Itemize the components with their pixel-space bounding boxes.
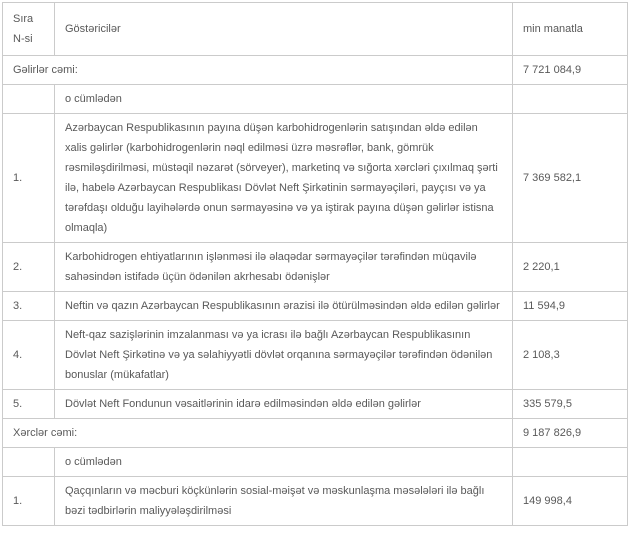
value-cell: 2 108,3: [513, 321, 628, 390]
value-cell: 9 187 826,9: [513, 419, 628, 448]
table-row: [3, 390, 628, 419]
row-number-cell: 2.: [3, 243, 55, 292]
indicator-cell: Azərbaycan Respublikasının payına düşən karbohidrogenlərin satışından əldə edilən xalis gəlirlər (karbohidrogenlərin nəql edilməsi üzrə məsrəflər, bank, gömrük rəsmiləşdirilməsi, müstəqil nəzarət (sörveyer), marketinq və sığorta xərcləri çıxılmaq şərti ilə, habelə Azərbaycan Respublikası Dövlət Neft Şirkətinin sərmayəçiləri, payçısı və ya tərəfdaşı olduğu layihələrdə onun sərmayəsinə və ya iştirak payına düşən gəlirlər istisna olmaqla): [55, 114, 513, 243]
budget-table: [2, 2, 628, 526]
value-cell: 149 998,4: [513, 477, 628, 526]
indicator-cell: Dövlət Neft Fondunun vəsaitlərinin idarə edilməsindən əldə edilən gəlirlər: [55, 390, 513, 419]
indicator-cell: Karbohidrogen ehtiyatlarının işlənməsi ilə əlaqədar sərmayəçilər tərəfindən müqavilə sahəsindən istifadə üçün ödənilən akrhesabı ödənişlər: [55, 243, 513, 292]
table-row: [3, 292, 628, 321]
row-number-cell: 1.: [3, 114, 55, 243]
header-cell-indicator: Göstəricilər: [55, 3, 513, 56]
indicator-cell: Qaçqınların və məcburi köçkünlərin sosial-məişət və məskunlaşma məsələləri ilə bağlı bəzi tədbirlərin maliyyələşdirilməsi: [55, 477, 513, 526]
value-cell: 11 594,9: [513, 292, 628, 321]
indicator-cell: o cümlədən: [55, 448, 513, 477]
row-number-cell: 4.: [3, 321, 55, 390]
table-header: [3, 3, 628, 56]
value-cell: 2 220,1: [513, 243, 628, 292]
indicator-cell: Neftin və qazın Azərbaycan Respublikasının ərazisi ilə ötürülməsindən əldə edilən gəlirlər: [55, 292, 513, 321]
table-row: [3, 85, 628, 114]
table-row: [3, 448, 628, 477]
header-cell-unit: min manatla: [513, 3, 628, 56]
table-row: [3, 114, 628, 243]
row-number-cell: 3.: [3, 292, 55, 321]
header-row: [3, 3, 628, 56]
value-cell: 7 721 084,9: [513, 56, 628, 85]
indicator-cell: o cümlədən: [55, 85, 513, 114]
value-cell: [513, 85, 628, 114]
table-row: [3, 477, 628, 526]
value-cell: 335 579,5: [513, 390, 628, 419]
table-body: [3, 56, 628, 526]
section-total-row: [3, 419, 628, 448]
value-cell: [513, 448, 628, 477]
table-row: [3, 321, 628, 390]
row-number-cell: 1.: [3, 477, 55, 526]
row-number-cell: 5.: [3, 390, 55, 419]
section-total-row: [3, 56, 628, 85]
indicator-cell: Neft-qaz sazişlərinin imzalanması və ya icrası ilə bağlı Azərbaycan Respublikasının Dövlət Neft Şirkətinə və ya səlahiyyətli dövlət orqanına sərmayəçilər tərəfindən ödənilən bonuslar (mükafatlar): [55, 321, 513, 390]
header-cell-number: Sıra N-si: [3, 3, 55, 56]
section-label-cell: Gəlirlər cəmi:: [3, 56, 513, 85]
value-cell: 7 369 582,1: [513, 114, 628, 243]
table-row: [3, 243, 628, 292]
section-label-cell: Xərclər cəmi:: [3, 419, 513, 448]
row-number-cell: [3, 85, 55, 114]
row-number-cell: [3, 448, 55, 477]
